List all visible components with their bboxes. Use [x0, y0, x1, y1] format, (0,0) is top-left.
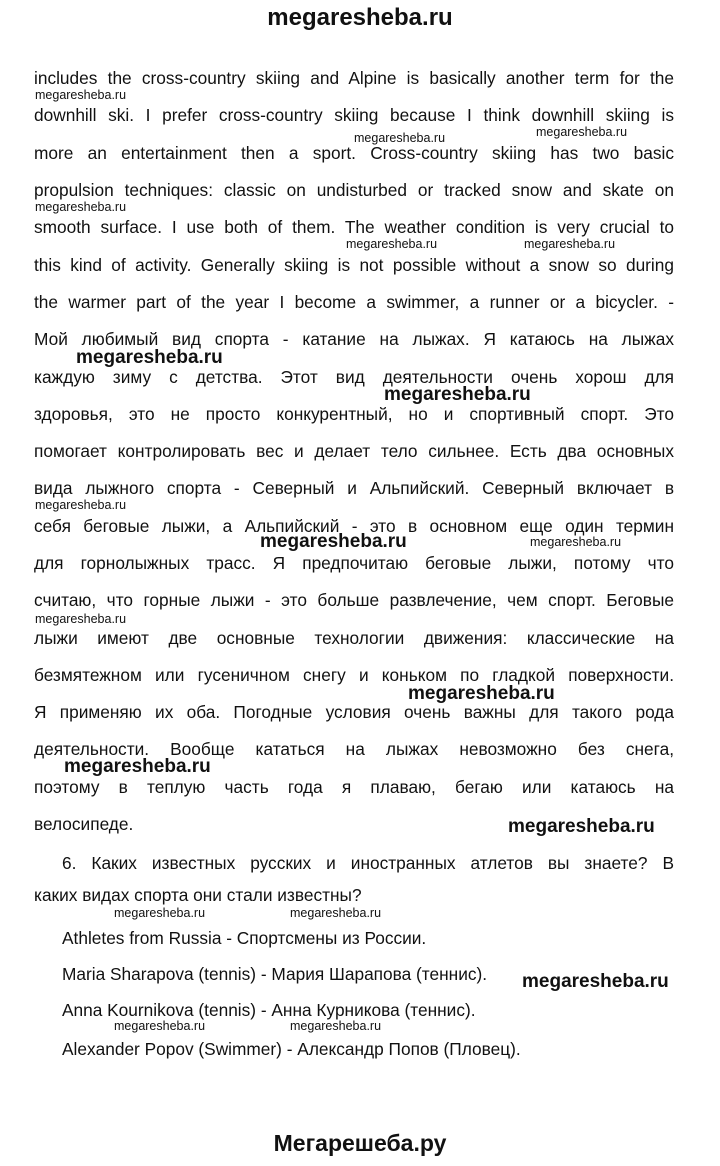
paragraph-line: помогает контролировать вес и делает тело сильнее. Есть два основных — [34, 441, 674, 461]
paragraph-line: себя беговые лыжи, а Альпийский - это в основном еще один термин — [34, 516, 674, 536]
watermark: megaresheba.ru — [35, 612, 127, 626]
paragraph-line: каждую зиму с детства. Этот вид деятельности очень хорош для — [34, 367, 674, 387]
paragraph-line: propulsion techniques: classic on undisturbed or tracked snow and skate on — [34, 180, 674, 200]
paragraph-line: считаю, что горные лыжи - это больше развлечение, чем спорт. Беговые — [34, 590, 674, 610]
paragraph-line: downhill ski. I prefer cross-country skiing because I think downhill skiing is — [34, 105, 674, 125]
watermark: megaresheba.ru — [76, 347, 223, 368]
watermark: megaresheba.ru — [536, 125, 628, 139]
paragraph-line: this kind of activity. Generally skiing is not possible without a snow so during — [34, 255, 674, 275]
paragraph-line: the warmer part of the year I become a swimmer, a runner or a bicycler. - — [34, 292, 674, 312]
site-footer: Мегарешеба.ру — [273, 1130, 447, 1156]
paragraph-line: more an entertainment then a sport. Cross-country skiing has two basic — [34, 143, 674, 163]
watermark: megaresheba.ru — [354, 131, 446, 145]
athlete-item: Alexander Popov (Swimmer) - Александр Попов (Пловец). — [62, 1039, 521, 1059]
paragraph-line: includes the cross-country skiing and Alpine is basically another term for the — [34, 68, 674, 88]
paragraph-line: вида лыжного спорта - Северный и Альпийский. Северный включает в — [34, 478, 674, 498]
paragraph-line: Мой любимый вид спорта - катание на лыжах. Я катаюсь на лыжах — [34, 329, 674, 349]
paragraph-line: для горнолыжных трасс. Я предпочитаю беговые лыжи, потому что — [34, 553, 674, 573]
watermark: megaresheba.ru — [114, 1019, 206, 1033]
paragraph-line: велосипеде. — [34, 814, 134, 834]
watermark: megaresheba.ru — [35, 200, 127, 214]
question-line: 6. Каких известных русских и иностранных атлетов вы знаете? В — [62, 853, 674, 873]
watermark: megaresheba.ru — [35, 88, 127, 102]
watermark: megaresheba.ru — [260, 531, 407, 552]
watermark: megaresheba.ru — [524, 237, 616, 251]
paragraph-line: smooth surface. I use both of them. The weather condition is very crucial to — [34, 217, 674, 237]
watermark: megaresheba.ru — [508, 816, 655, 837]
watermark: megaresheba.ru — [346, 237, 438, 251]
paragraph-line: поэтому в теплую часть года я плаваю, бегаю или катаюсь на — [34, 777, 674, 797]
watermark: megaresheba.ru — [384, 384, 531, 405]
watermark: megaresheba.ru — [408, 683, 555, 704]
watermark: megaresheba.ru — [290, 906, 382, 920]
paragraph-line: деятельности. Вообще кататься на лыжах невозможно без снега, — [34, 739, 674, 759]
watermark: megaresheba.ru — [522, 971, 669, 992]
watermark: megaresheba.ru — [64, 756, 211, 777]
athlete-item: Maria Sharapova (tennis) - Мария Шарапова (теннис). — [62, 964, 488, 984]
paragraph-line: Я применяю их оба. Погодные условия очень важны для такого рода — [34, 702, 674, 722]
paragraph-line: здоровья, это не просто конкурентный, но и спортивный спорт. Это — [34, 404, 674, 424]
paragraph-line: безмятежном или гусеничном снегу и коньком по гладкой поверхности. — [34, 665, 674, 685]
site-header: megaresheba.ru — [267, 4, 453, 31]
watermark: megaresheba.ru — [530, 535, 622, 549]
athlete-item: Anna Kournikova (tennis) - Анна Курникова (теннис). — [62, 1000, 476, 1020]
watermark: megaresheba.ru — [290, 1019, 382, 1033]
watermark: megaresheba.ru — [114, 906, 206, 920]
watermark: megaresheba.ru — [35, 498, 127, 512]
athletes-heading: Athletes from Russia - Спортсмены из России. — [62, 928, 427, 948]
paragraph-line: лыжи имеют две основные технологии движения: классические на — [34, 628, 674, 648]
question-line: каких видах спорта они стали известны? — [34, 885, 362, 905]
